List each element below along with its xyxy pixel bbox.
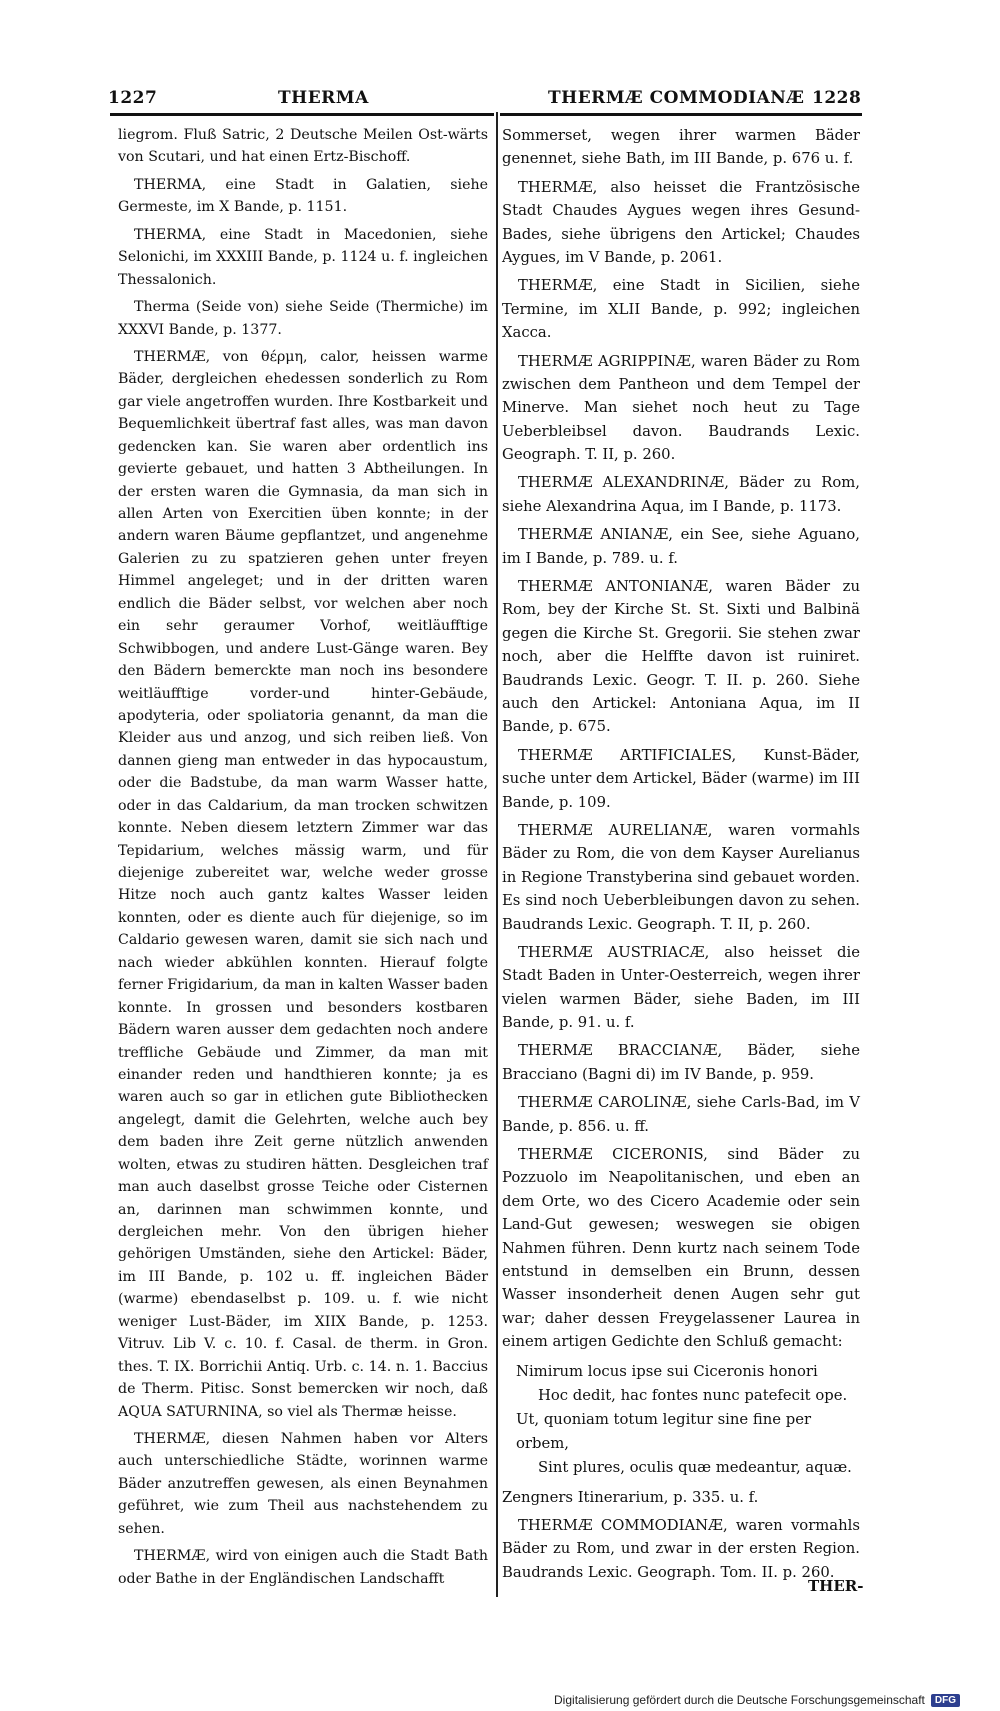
right-column	[502, 124, 860, 1589]
entry-paragraph: THERMA, eine Stadt in Galatien, siehe Germeste, im X Bande, p. 1151.	[118, 176, 488, 216]
latin-verse	[516, 1360, 860, 1480]
header-rule-right	[500, 113, 862, 116]
dfg-logo-icon: DFG	[931, 1694, 960, 1707]
entry-paragraph: liegrom. Fluß Satric, 2 Deutsche Meilen Ost-wärts von Scutari, und hat einen Ertz-Bischoff.	[118, 127, 488, 166]
entry-paragraph: THERMÆ ANTONIANÆ, waren Bäder zu Rom, bey der Kirche St. St. Sixti und Balbinä gegen die Kirche St. Gregorii. Sie stehen zwar noch, aber die Helffte davon ist ruiniret. Baudrands Lexic. Geogr. T. II. p. 260. Siehe auch den Artickel: Antoniana Aqua, im II Bande, p. 675.	[502, 578, 860, 736]
entry-paragraph: THERMÆ CICERONIS, sind Bäder zu Pozzuolo im Neapolitanischen, und eben an dem Orte, wo des Cicero Academie oder sein Land-Gut gewesen; weswegen sie obigen Nahmen führen. Denn kurtz nach seinem Tode entstund in demselben ein Brunn, dessen Wasser insonderheit denen Augen sehr gut war; daher dessen Freygelassener Laurea in einem artigen Gedichte den Schluß gemacht:	[502, 1146, 860, 1351]
entry-paragraph: THERMÆ BRACCIANÆ, Bäder, siehe Bracciano (Bagni di) im IV Bande, p. 959.	[502, 1042, 860, 1083]
entry-paragraph: THERMÆ, also heisset die Frantzösische Stadt Chaudes Aygues wegen ihres Gesund-Bades, siehe übrigens den Artickel; Chaudes Aygues, im V Bande, p. 2061.	[502, 178, 860, 266]
entry-paragraph: THERMÆ AGRIPPINÆ, waren Bäder zu Rom zwischen dem Pantheon und dem Tempel der Minerve. Man siehet noch heut zu Tage Ueberbleibsel davon. Baudrands Lexic. Geograph. T. II, p. 260.	[502, 352, 860, 464]
digitization-footer	[554, 1693, 960, 1707]
entry-paragraph: THERMÆ, diesen Nahmen haben vor Alters auch unterschiedliche Städte, worinnen warme Bäder anzutreffen gewesen, als einen Beynahmen geführet, wie zum Theil aus nachstehendem zu sehen.	[118, 1430, 488, 1537]
column-divider	[496, 112, 498, 1597]
verse-line: Hoc dedit, hac fontes nunc patefecit ope.	[538, 1386, 848, 1404]
verse-line: Nimirum locus ipse sui Ciceronis honori	[516, 1362, 818, 1380]
catchword: THER-	[808, 1577, 864, 1595]
entry-paragraph: THERMÆ ARTIFICIALES, Kunst-Bäder, suche unter dem Artickel, Bäder (warme) im III Bande, p. 109.	[502, 746, 860, 811]
verse-line: Ut, quoniam totum legitur sine fine per orbem,	[516, 1410, 812, 1452]
footer-text: Digitalisierung gefördert durch die Deutsche Forschungsgemeinschaft	[554, 1693, 925, 1707]
entry-paragraph: Therma (Seide von) siehe Seide (Thermiche) im XXXVI Bande, p. 1377.	[118, 299, 488, 338]
entry-paragraph: THERMÆ CAROLINÆ, siehe Carls-Bad, im V Bande, p. 856. u. ff.	[502, 1094, 860, 1135]
citation: Zengners Itinerarium, p. 335. u. f.	[502, 1488, 759, 1506]
entry-paragraph: THERMÆ, eine Stadt in Sicilien, siehe Termine, im XLII Bande, p. 992; ingleichen Xacca.	[502, 277, 860, 342]
right-running-title: THERMÆ COMMODIANÆ	[548, 88, 805, 108]
right-page-number: 1228	[812, 88, 862, 108]
entry-paragraph: THERMÆ, wird von einigen auch die Stadt Bath oder Bathe in der Engländischen Landschafft	[118, 1548, 488, 1587]
entry-paragraph: THERMÆ AURELIANÆ, waren vormahls Bäder zu Rom, die von dem Kayser Aurelianus in Regione Transtyberina sind gebauet worden. Es sind noch Ueberbleibungen davon zu sehen. Baudrands Lexic. Geograph. T. II, p. 260.	[502, 821, 860, 933]
entry-paragraph: THERMA, eine Stadt in Macedonien, siehe Selonichi, im XXXIII Bande, p. 1124 u. f. ingleichen Thessalonich.	[118, 226, 488, 288]
verse-line: Sint plures, oculis quæ medeantur, aquæ.	[538, 1458, 852, 1476]
entry-paragraph: THERMÆ, von θέρμη, calor, heissen warme Bäder, dergleichen ehedessen sonderlich zu Rom gar viele angetroffen wurden. Ihre Kostbarkeit und Bequemlichkeit übertraf fast alles, was man davon gedencken kan. Sie waren aber ordentlich ins gevierte gebauet, und hatten 3 Abtheilungen. In der ersten waren die Gymnasia, da man sich in allen Arten von Exercitien üben konnte; in der andern waren Bäume gepflantzet, und angenehme Galerien zu zu spatzieren gehen unter freyen Himmel angeleget; und in der dritten waren endlich die Bäder selbst, vor welchen aber noch ein sehr geraumer Vorhof, weitläufftige Schwibbogen, und andere Lust-Gänge waren. Bey den Bädern bemerckte man noch ins besondere weitläufftige vorder-und hinter-Gebäude, apodyteria, oder spoliatoria genannt, da man die Kleider aus und anzog, und sich reiben ließ. Von dannen gieng man entweder in das hypocaustum, oder die Badstube, da man warm Wasser hatte, oder in das Caldarium, da man trocken schwitzen konnte. Neben diesem letztern Zimmer war das Tepidarium, welches mässig warm, und für diejenige zubereitet war, welche weder grosse Hitze noch auch gantz kaltes Wasser leiden konnten, oder es diente auch für diejenige, so im Caldario gewesen waren, damit sie sich nach und nach wieder abkühlen konnten. Hierauf folgte ferner Frigidarium, da man in kalten Wasser baden konnte. In grossen und besonders kostbaren Bädern waren ausser dem gedachten noch andere treffliche Gebäude und Zimmer, da man mit einander reden und handthieren konnte; ja es waren auch so gar in etlichen gute Bibliothecken angelegt, damit die Gelehrten, welche auch bey dem baden ihre Zeit gerne nützlich anwenden wolten, etwas zu studiren hätten. Desgleichen traf man auch daselbst grosse Teiche oder Cisternen an, darinnen man schwimmen konnte, und dergleichen mehr. Von den übrigen hieher gehörigen Umständen, siehe den Artickel: Bäder, im III Bande, p. 102 u. ff. ingleichen Bäder (warme) ebendaselbst p. 109. u. f. wie nicht weniger Lust-Bäder, im XIIX Bande, p. 1253. Vitruv. Lib V. c. 10. f. Casal. de therm. in Gron. thes. T. IX. Borrichii Antiq. Urb. c. 14. n. 1. Baccius de Therm. Pitisc. Sonst bemercken wir noch, daß AQUA SATURNINA, so viel als Thermæ heisse.	[118, 348, 488, 1420]
entry-paragraph: Sommerset, wegen ihrer warmen Bäder genennet, siehe Bath, im III Bande, p. 676 u. f.	[502, 127, 860, 168]
entry-paragraph: THERMÆ ANIANÆ, ein See, siehe Aguano, im I Bande, p. 789. u. f.	[502, 526, 860, 567]
entry-paragraph: THERMÆ COMMODIANÆ, waren vormahls Bäder zu Rom, und zwar in der ersten Region. Baudrands Lexic. Geograph. Tom. II. p. 260.	[502, 1516, 860, 1581]
header-rule-left	[110, 113, 494, 116]
entry-paragraph: THERMÆ AUSTRIACÆ, also heisset die Stadt Baden in Unter-Oesterreich, wegen ihrer vielen warmen Bäder, siehe Baden, im III Bande, p. 91. u. f.	[502, 943, 860, 1032]
entry-paragraph: THERMÆ ALEXANDRINÆ, Bäder zu Rom, siehe Alexandrina Aqua, im I Bande, p. 1173.	[502, 474, 860, 515]
left-running-title: THERMA	[278, 88, 369, 108]
left-page-number: 1227	[108, 88, 158, 108]
left-column	[118, 124, 488, 1595]
